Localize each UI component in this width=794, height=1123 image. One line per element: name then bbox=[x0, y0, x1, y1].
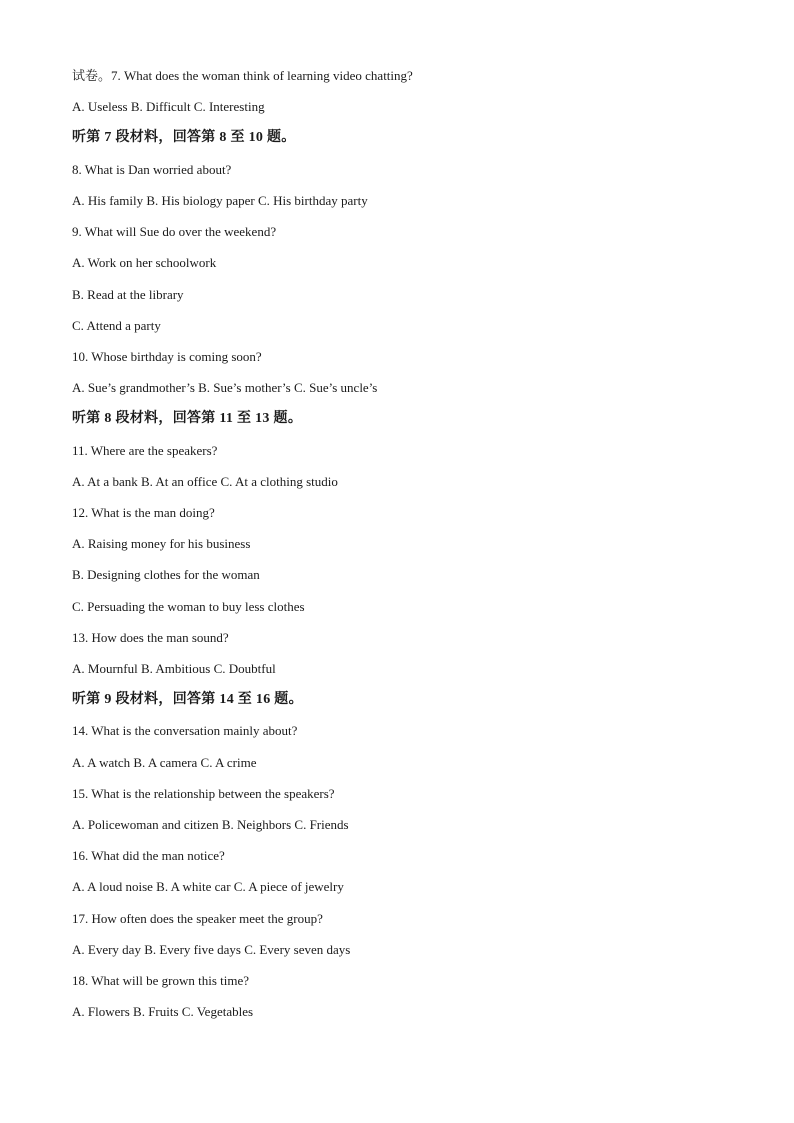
question-11-text: 11. Where are the speakers? bbox=[72, 443, 218, 458]
question-9-option-c: C. Attend a party bbox=[72, 318, 161, 333]
question-14-options: A. A watch B. A camera C. A crime bbox=[72, 755, 257, 770]
question-12-option-b: B. Designing clothes for the woman bbox=[72, 567, 260, 582]
question-8-options: A. His family B. His biology paper C. His birthday party bbox=[72, 193, 368, 208]
question-10-text: 10. Whose birthday is coming soon? bbox=[72, 349, 262, 364]
section-heading-part-7: 听第 7 段材料，回答第 8 至 10 题。 bbox=[72, 130, 296, 145]
question-17-text: 17. How often does the speaker meet the group? bbox=[72, 911, 323, 926]
question-18-options: A. Flowers B. Fruits C. Vegetables bbox=[72, 1004, 254, 1019]
question-12-option-a: A. Raising money for his business bbox=[72, 536, 251, 551]
question-12-text: 12. What is the man doing? bbox=[72, 505, 215, 520]
question-13-text: 13. How does the man sound? bbox=[72, 630, 229, 645]
question-11-options: A. At a bank B. At an office C. At a clothing studio bbox=[72, 474, 338, 489]
question-9-option-b: B. Read at the library bbox=[72, 287, 184, 302]
section-heading-part-8: 听第 8 段材料，回答第 11 至 13 题。 bbox=[72, 411, 303, 426]
question-14-text: 14. What is the conversation mainly about? bbox=[72, 723, 298, 738]
question-15-options: A. Policewoman and citizen B. Neighbors C. Friends bbox=[72, 817, 349, 832]
question-16-text: 16. What did the man notice? bbox=[72, 848, 225, 863]
question-15-text: 15. What is the relationship between the speakers? bbox=[72, 786, 335, 801]
question-9-text: 9. What will Sue do over the weekend? bbox=[72, 224, 277, 239]
question-17-options: A. Every day B. Every five days C. Every seven days bbox=[72, 942, 351, 957]
question-8-text: 8. What is Dan worried about? bbox=[72, 162, 232, 177]
question-13-options: A. Mournful B. Ambitious C. Doubtful bbox=[72, 661, 276, 676]
question-16-options: A. A loud noise B. A white car C. A piece of jewelry bbox=[72, 879, 344, 894]
question-7-text: 试卷。7. What does the woman think of learning video chatting? bbox=[72, 68, 413, 83]
section-heading-part-9: 听第 9 段材料，回答第 14 至 16 题。 bbox=[72, 692, 303, 707]
question-10-options: A. Sue’s grandmother’s B. Sue’s mother’s C. Sue’s uncle’s bbox=[72, 380, 378, 395]
question-9-option-a: A. Work on her schoolwork bbox=[72, 255, 217, 270]
question-7-options: A. Useless B. Difficult C. Interesting bbox=[72, 99, 265, 114]
question-12-option-c: C. Persuading the woman to buy less clothes bbox=[72, 599, 305, 614]
question-18-text: 18. What will be grown this time? bbox=[72, 973, 250, 988]
